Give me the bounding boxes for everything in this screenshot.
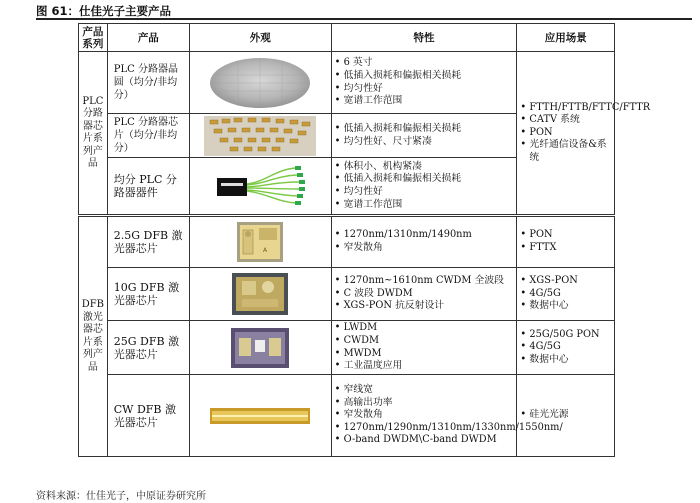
feature-item: • 1270nm/1310nm/1490nm	[335, 229, 514, 242]
table-row	[79, 321, 615, 375]
splitter-device-image	[215, 164, 305, 208]
dfb-25g-chip-image	[231, 328, 289, 368]
app-item: • FTTH/FTTB/FTTC/FTTR	[520, 102, 611, 115]
caption-rule	[36, 18, 692, 20]
product-image-dfb-10g	[189, 268, 331, 321]
features-cell	[331, 268, 517, 321]
product-image-cw-dfb	[189, 375, 331, 457]
feature-item: • 低插入损耗和偏振相关损耗	[335, 123, 514, 136]
features-cell	[331, 114, 517, 158]
product-name: 均分 PLC 分路器器件	[107, 158, 189, 216]
header-apps: 应用场景	[517, 24, 615, 52]
feature-item: • 均匀性好、尺寸紧凑	[335, 136, 514, 149]
product-name: PLC 分路器晶圆（均分/非均分）	[107, 52, 189, 114]
feature-item: • 宽谱工作范围	[335, 199, 514, 212]
app-item: • XGS-PON	[520, 275, 611, 288]
product-image-dfb-2.5g	[189, 216, 331, 268]
feature-item: • 高输出功率	[335, 397, 514, 410]
feature-item: • 窄发散角	[335, 409, 514, 422]
features-cell	[331, 158, 517, 216]
app-item: • CATV 系统	[520, 114, 611, 127]
feature-item: • 1270nm/1290nm/1310nm/1330nm/1550nm/	[335, 422, 514, 435]
feature-item: • 6 英寸	[335, 57, 514, 70]
app-item: • 4G/5G	[520, 341, 611, 354]
apps-cell	[517, 268, 615, 321]
product-name: PLC 分路器芯片（均分/非均分）	[107, 114, 189, 158]
table-row	[79, 52, 615, 114]
product-image-dfb-25g	[189, 321, 331, 375]
plc-apps-cell	[517, 52, 651, 216]
features-cell	[331, 216, 517, 268]
app-item: • 数据中心	[520, 354, 611, 367]
feature-item: • MWDM	[335, 348, 514, 361]
feature-item: • 均匀性好	[335, 186, 514, 199]
app-item: • PON	[520, 229, 611, 242]
feature-item: • CWDM	[335, 335, 514, 348]
app-item: • PON	[520, 127, 611, 140]
product-image-wafer	[189, 52, 331, 114]
apps-cell	[517, 216, 615, 268]
feature-item: • 窄发散角	[335, 242, 514, 255]
feature-item: • 工业温度应用	[335, 360, 514, 373]
plc-series-cell: PLC 分路器芯片系列产品	[79, 52, 108, 216]
source-note: 资料来源：仕佳光子，中原证券研究所	[36, 491, 206, 502]
app-item: • 25G/50G PON	[520, 329, 611, 342]
feature-item: • 均匀性好	[335, 83, 514, 96]
product-image-chips	[189, 114, 331, 158]
app-item: • 光纤通信设备&系统	[520, 139, 611, 164]
feature-item: • C 波段 DWDM	[335, 288, 514, 301]
wafer-image	[208, 57, 312, 109]
feature-item: • 宽谱工作范围	[335, 95, 514, 108]
cw-dfb-bar-image	[210, 406, 310, 426]
feature-item: • O-band DWDM\C-band DWDM	[335, 434, 514, 447]
apps-cell	[517, 375, 615, 457]
feature-item: • 低插入损耗和偏振相关损耗	[335, 70, 514, 83]
dfb-10g-chip-image	[232, 273, 288, 315]
svg-text:A: A	[263, 247, 268, 254]
feature-item: • 1270nm~1610nm CWDM 全波段	[335, 275, 514, 288]
feature-item: • 体积小、机构紧凑	[335, 161, 514, 174]
app-item: • 数据中心	[520, 300, 611, 313]
apps-cell	[517, 321, 615, 375]
feature-item: • 低插入损耗和偏振相关损耗	[335, 173, 514, 186]
product-image-device	[189, 158, 331, 216]
feature-item: • LWDM	[335, 322, 514, 335]
features-cell	[331, 321, 517, 375]
product-name: 25G DFB 激光器芯片	[107, 321, 189, 375]
app-item: • 4G/5G	[520, 288, 611, 301]
header-features: 特性	[331, 24, 517, 52]
product-name: CW DFB 激光器芯片	[107, 375, 189, 457]
feature-item: • XGS-PON 抗反射设计	[335, 300, 514, 313]
splitter-chips-image	[204, 116, 316, 156]
header-look: 外观	[189, 24, 331, 52]
header-product: 产品	[107, 24, 189, 52]
table-row	[79, 375, 615, 457]
feature-item: • 窄线宽	[335, 384, 514, 397]
dfb-series-cell: DFB 激光器芯片系列产品	[79, 216, 108, 457]
figure-caption: 图 61：仕佳光子主要产品	[36, 4, 172, 18]
app-item: • 硅光光源	[520, 409, 611, 422]
products-table	[78, 23, 651, 457]
features-cell	[331, 52, 517, 114]
header-row	[79, 24, 615, 52]
table-row	[79, 268, 615, 321]
product-name: 10G DFB 激光器芯片	[107, 268, 189, 321]
app-item: • FTTX	[520, 242, 611, 255]
table-row	[79, 216, 615, 268]
product-name: 2.5G DFB 激光器芯片	[107, 216, 189, 268]
dfb-2.5g-chip-image	[237, 222, 283, 262]
header-series: 产品 系列	[79, 24, 108, 52]
